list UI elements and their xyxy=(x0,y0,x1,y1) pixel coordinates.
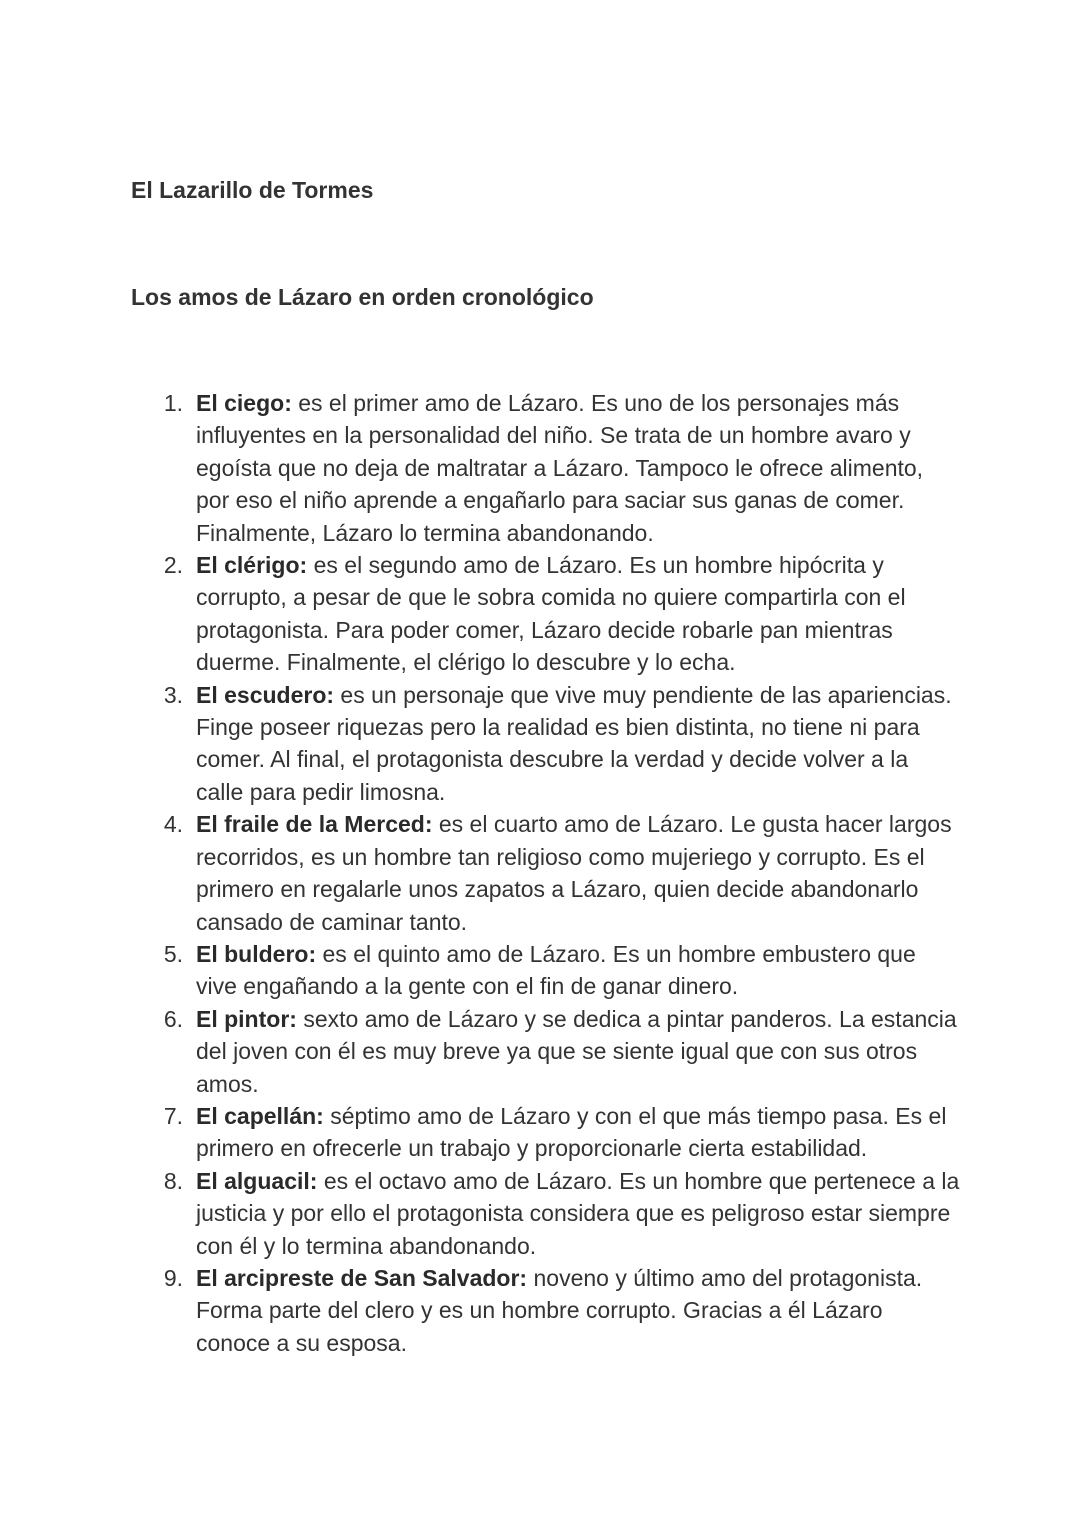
list-item-text: es el primer amo de Lázaro. Es uno de los personajes más influyentes en la personalidad del niño. Se trata de un hombre avaro y egoísta que no deja de maltratar a Lázaro. Tampoco le ofrece alimento, por eso el niño aprende a engañarlo para saciar sus ganas de comer. Finalmente, Lázaro lo termina abandonando. xyxy=(196,390,924,546)
list-item-text: séptimo amo de Lázaro y con el que más tiempo pasa. Es el primero en ofrecerle un trabajo y proporcionarle cierta estabilidad. xyxy=(196,1102,947,1162)
list-item-text: noveno y último amo del protagonista. Forma parte del clero y es un hombre corrupto. Gracias a él Lázaro conoce a su esposa. xyxy=(196,1264,923,1356)
list-item-buldero xyxy=(131,938,961,1003)
list-item-capellan xyxy=(131,1100,961,1165)
list-item-name: El buldero: xyxy=(196,940,317,967)
list-item-escudero xyxy=(131,679,961,809)
list-item-name: El pintor: xyxy=(196,1005,297,1032)
list-item-name: El fraile de la Merced: xyxy=(196,811,433,838)
list-item-number: 1. xyxy=(163,390,183,416)
list-item-name: El ciego: xyxy=(196,390,292,416)
list-item-number: 2. xyxy=(163,552,183,579)
list-item-name: El escudero: xyxy=(196,681,335,708)
list-item-ciego xyxy=(131,387,961,549)
list-item-number: 9. xyxy=(163,1264,183,1291)
document-title: El Lazarillo de Tormes xyxy=(131,177,374,203)
list-item-name: El clérigo: xyxy=(196,552,308,579)
list-item-name: El alguacil: xyxy=(196,1167,318,1194)
list-item-text: es el octavo amo de Lázaro. Es un hombre que pertenece a la justicia y por ello el protagonista considera que es peligroso estar siempre con él y lo termina abandonando. xyxy=(196,1167,960,1259)
list-item-name: El arcipreste de San Salvador: xyxy=(196,1264,528,1291)
list-item-text: sexto amo de Lázaro y se dedica a pintar panderos. La estancia del joven con él es muy breve ya que se siente igual que con sus otros amos. xyxy=(196,1005,957,1097)
list-item-arcipreste xyxy=(131,1262,961,1359)
list-item-number: 6. xyxy=(163,1005,183,1032)
list-item-text: es el segundo amo de Lázaro. Es un hombre hipócrita y corrupto, a pesar de que le sobra comida no quiere compartirla con el protagonista. Para poder comer, Lázaro decide robarle pan mientras duerme. Finalmente, el clérigo lo descubre y lo echa. xyxy=(196,552,906,676)
list-item-number: 3. xyxy=(163,681,183,708)
list-item-number: 8. xyxy=(163,1167,183,1194)
list-item-number: 7. xyxy=(163,1102,183,1129)
list-item-fraile xyxy=(131,808,961,938)
list-item-alguacil xyxy=(131,1165,961,1262)
list-item-text: es un personaje que vive muy pendiente de las apariencias. Finge poseer riquezas pero la realidad es bien distinta, no tiene ni para comer. Al final, el protagonista descubre la verdad y decide volver a la calle para pedir limosna. xyxy=(196,681,952,805)
document-subtitle: Los amos de Lázaro en orden cronológico xyxy=(131,284,594,310)
list-item-pintor xyxy=(131,1003,961,1100)
list-item-number: 5. xyxy=(163,940,183,967)
list-item-text: es el cuarto amo de Lázaro. Le gusta hacer largos recorridos, es un hombre tan religioso como mujeriego y corrupto. Es el primero en regalarle unos zapatos a Lázaro, quien decide abandonarlo cansado de caminar tanto. xyxy=(196,811,952,935)
list-item-text: es el quinto amo de Lázaro. Es un hombre embustero que vive engañando a la gente con el fin de ganar dinero. xyxy=(196,940,916,1000)
list-item-number: 4. xyxy=(163,811,183,838)
masters-list xyxy=(131,387,961,1359)
list-item-name: El capellán: xyxy=(196,1102,324,1129)
list-item-clerigo xyxy=(131,549,961,679)
